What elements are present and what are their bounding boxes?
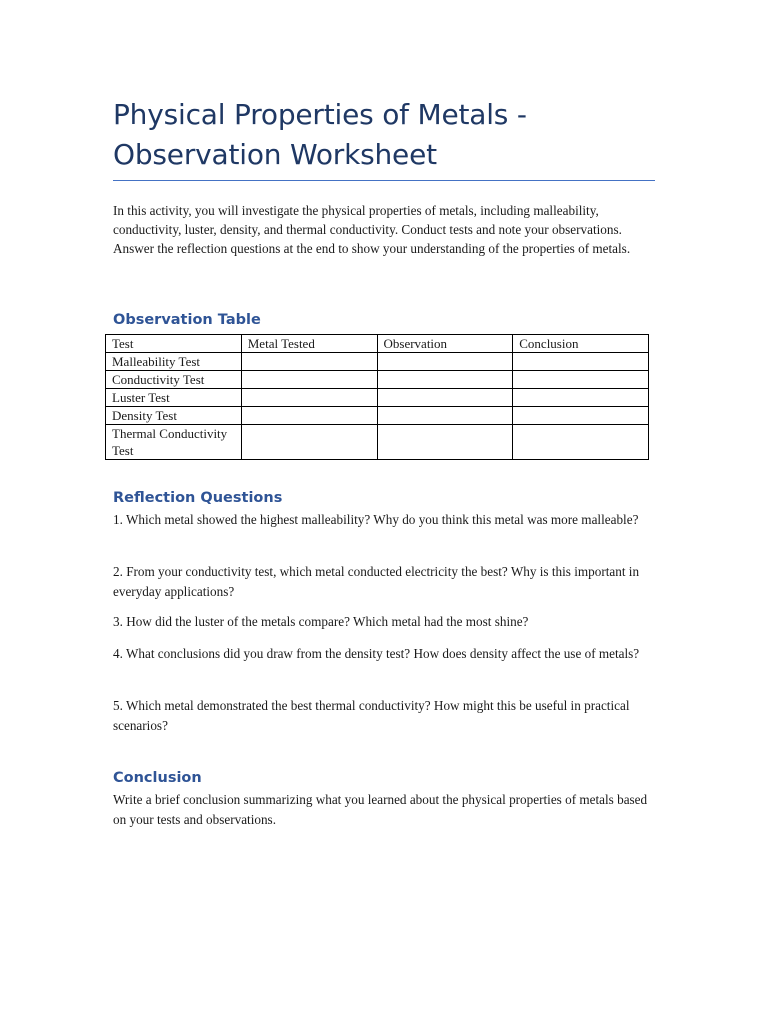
conclusion-cell[interactable] [513,371,649,389]
metal-tested-cell[interactable] [241,389,377,407]
table-header-row [106,335,649,353]
test-name-cell: Density Test [106,407,242,425]
reflection-question-5: 5. Which metal demonstrated the best thermal conductivity? How might this be useful in practical scenarios? [113,698,630,733]
reflection-question-1: 1. Which metal showed the highest malleability? Why do you think this metal was more malleable? [113,512,639,527]
metal-tested-cell[interactable] [241,425,377,460]
column-header-conclusion: Conclusion [513,335,649,353]
table-row [106,353,649,371]
observation-table-heading: Observation Table [113,312,261,328]
test-name-cell: Malleability Test [106,353,242,371]
column-header-test: Test [106,335,242,353]
conclusion-cell[interactable] [513,353,649,371]
observation-cell[interactable] [377,371,513,389]
reflection-questions-heading: Reflection Questions [113,490,283,506]
test-name-cell: Conductivity Test [106,371,242,389]
conclusion-cell[interactable] [513,407,649,425]
table-row [106,371,649,389]
test-name-cell: Thermal Conductivity Test [106,425,242,460]
observation-cell[interactable] [377,407,513,425]
intro-paragraph: In this activity, you will investigate the physical properties of metals, including malleability, conductivity, luster, density, and thermal conductivity. Conduct tests and note your observations. Answer the reflection questions at the end to show your understanding of the properties of metals. [113,203,631,256]
title-underline [113,180,655,181]
observation-table [105,334,649,460]
table-row [106,425,649,460]
reflection-question-3: 3. How did the luster of the metals compare? Which metal had the most shine? [113,614,529,629]
conclusion-cell[interactable] [513,389,649,407]
metal-tested-cell[interactable] [241,407,377,425]
reflection-question-2: 2. From your conductivity test, which metal conducted electricity the best? Why is this important in everyday applications? [113,564,640,599]
reflection-question-4: 4. What conclusions did you draw from the density test? How does density affect the use of metals? [113,646,640,661]
column-header-observation: Observation [377,335,513,353]
table-row [106,389,649,407]
conclusion-cell[interactable] [513,425,649,460]
column-header-metal-tested: Metal Tested [241,335,377,353]
metal-tested-cell[interactable] [241,353,377,371]
observation-cell[interactable] [377,425,513,460]
test-name-cell: Luster Test [106,389,242,407]
observation-cell[interactable] [377,389,513,407]
observation-cell[interactable] [377,353,513,371]
conclusion-paragraph: Write a brief conclusion summarizing what you learned about the physical properties of metals based on your tests and observations. [113,792,648,827]
table-row [106,407,649,425]
conclusion-heading: Conclusion [113,770,202,786]
metal-tested-cell[interactable] [241,371,377,389]
document-title: Physical Properties of Metals - Observation Worksheet [113,98,527,171]
